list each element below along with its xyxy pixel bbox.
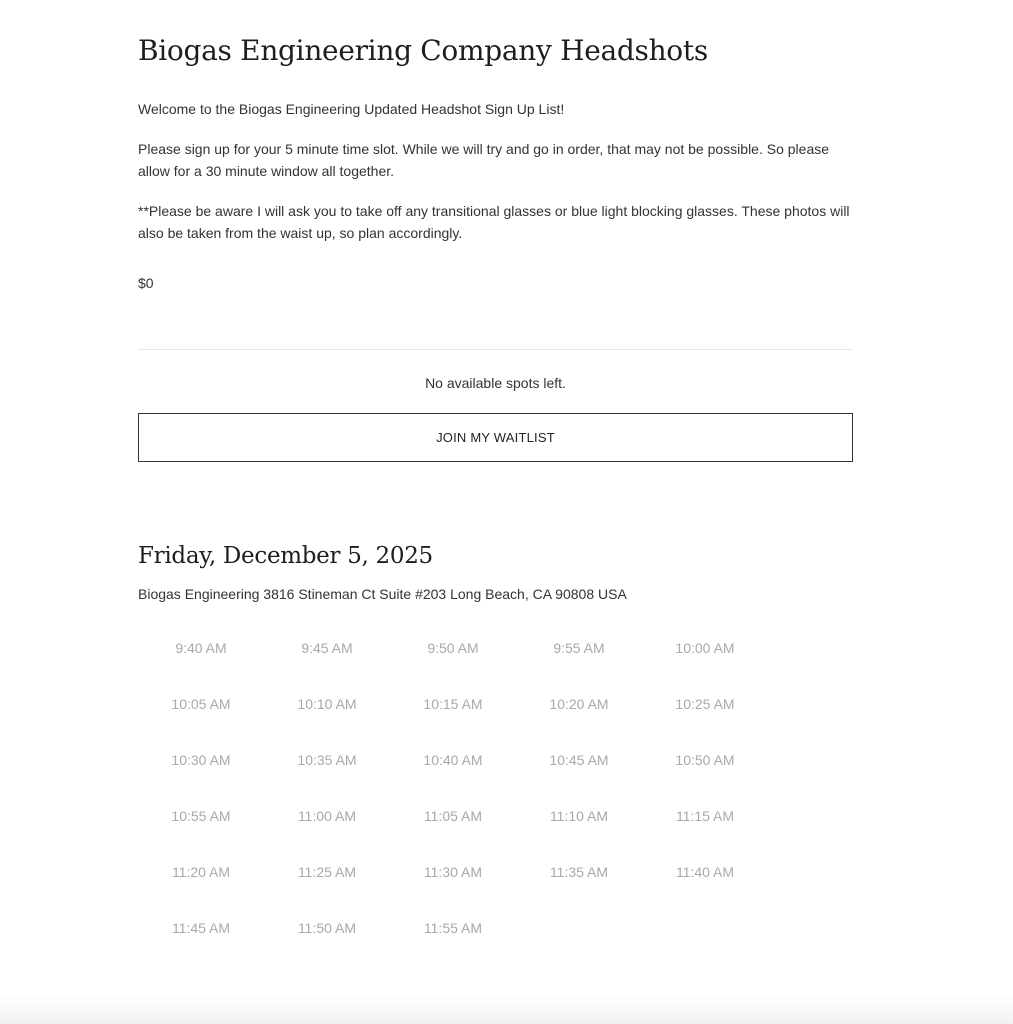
time-slot[interactable]: 11:00 AM <box>297 808 357 824</box>
time-slot[interactable]: 10:30 AM <box>171 752 231 768</box>
time-slot[interactable]: 9:55 AM <box>553 640 605 656</box>
time-slot[interactable]: 10:25 AM <box>675 696 735 712</box>
time-slot[interactable]: 11:40 AM <box>675 864 735 880</box>
glasses-notice-text: **Please be aware I will ask you to take off any transitional glasses or blue light blocking glasses. These photos will also be taken from the waist up, so plan accordingly. <box>138 203 850 241</box>
time-slot[interactable]: 11:10 AM <box>549 808 609 824</box>
time-slot[interactable]: 11:45 AM <box>171 920 231 936</box>
time-slot[interactable]: 10:55 AM <box>171 808 231 824</box>
time-slot[interactable]: 9:45 AM <box>301 640 353 656</box>
availability-message: No available spots left. <box>425 375 566 391</box>
time-slot[interactable]: 11:25 AM <box>297 864 357 880</box>
time-slot[interactable]: 10:05 AM <box>171 696 231 712</box>
page-title: Biogas Engineering Company Headshots <box>138 34 708 67</box>
time-slot[interactable]: 10:45 AM <box>549 752 609 768</box>
time-slot[interactable]: 10:35 AM <box>297 752 357 768</box>
time-slot[interactable]: 11:50 AM <box>297 920 357 936</box>
event-date: Friday, December 5, 2025 <box>138 543 433 569</box>
instructions-text: Please sign up for your 5 minute time slot. While we will try and go in order, that may not be possible. So please allow for a 30 minute window all together. <box>138 141 830 179</box>
time-slot[interactable]: 10:40 AM <box>423 752 483 768</box>
time-slot-grid <box>138 630 768 966</box>
time-slot[interactable]: 11:05 AM <box>423 808 483 824</box>
time-slot[interactable]: 11:35 AM <box>549 864 609 880</box>
time-slot[interactable]: 10:50 AM <box>675 752 735 768</box>
divider <box>138 349 853 350</box>
time-slot[interactable]: 10:00 AM <box>675 640 735 656</box>
join-waitlist-button[interactable]: JOIN MY WAITLIST <box>138 413 853 462</box>
time-slot[interactable]: 10:20 AM <box>549 696 609 712</box>
time-slot[interactable]: 10:15 AM <box>423 696 483 712</box>
time-slot[interactable]: 11:15 AM <box>675 808 735 824</box>
event-address: Biogas Engineering 3816 Stineman Ct Suite #203 Long Beach, CA 90808 USA <box>138 586 627 602</box>
welcome-text: Welcome to the Biogas Engineering Updated Headshot Sign Up List! <box>138 101 565 117</box>
time-slot[interactable]: 9:50 AM <box>427 640 479 656</box>
time-slot[interactable]: 10:10 AM <box>297 696 357 712</box>
price: $0 <box>138 275 154 291</box>
time-slot[interactable]: 9:40 AM <box>175 640 227 656</box>
time-slot[interactable]: 11:20 AM <box>171 864 231 880</box>
time-slot[interactable]: 11:55 AM <box>423 920 483 936</box>
page-bottom-shadow <box>0 994 1013 1024</box>
time-slot[interactable]: 11:30 AM <box>423 864 483 880</box>
